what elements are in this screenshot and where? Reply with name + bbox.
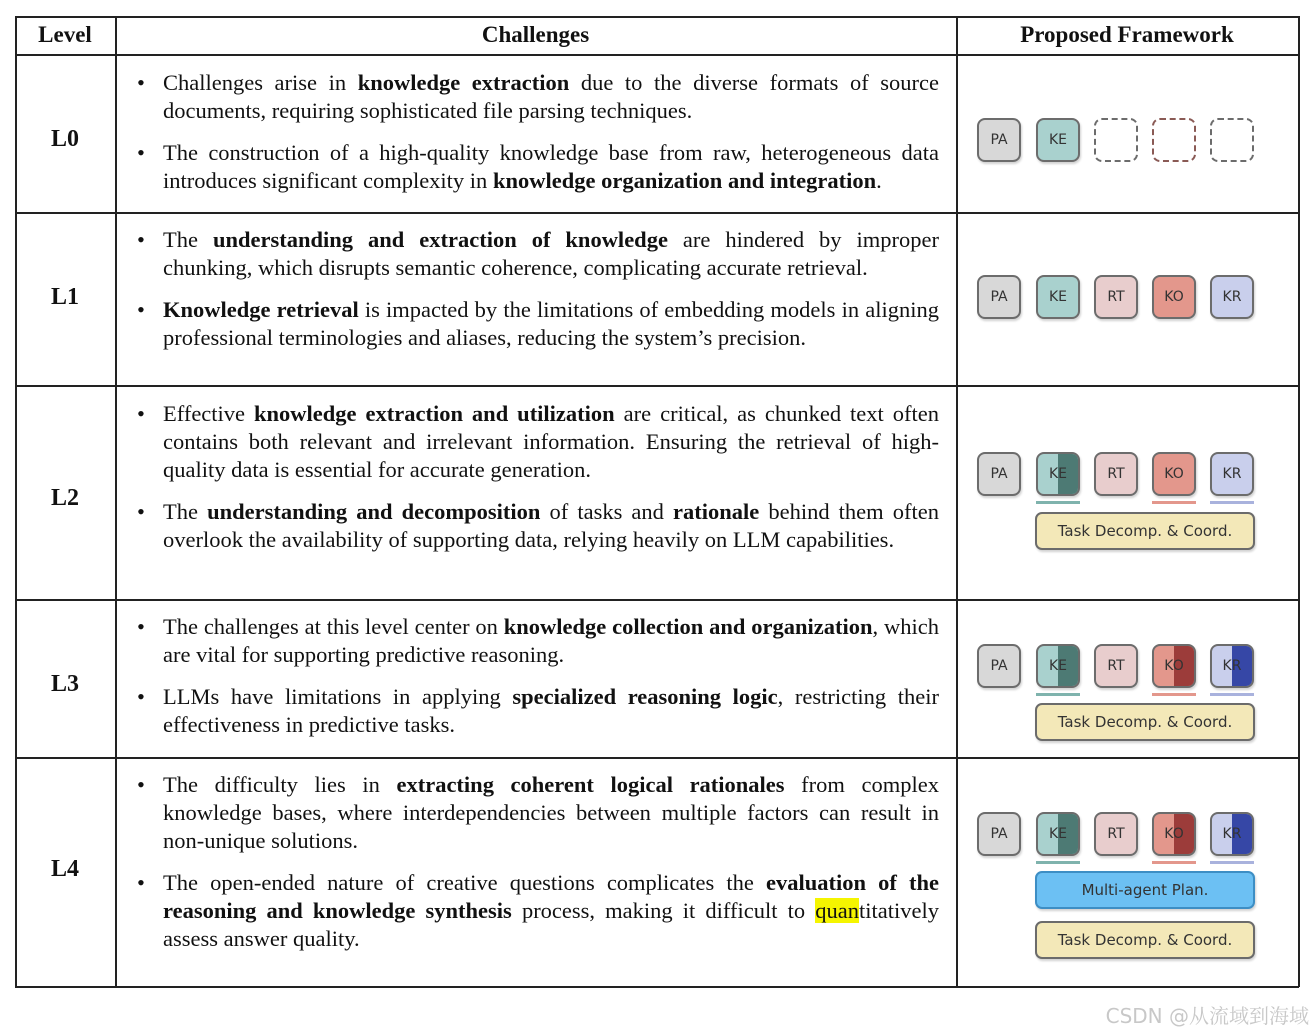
bold-text-segment: knowledge extraction [357,70,570,95]
rt-module-box [1094,452,1138,496]
text-segment: , restricting their effectiveness in predictive tasks. [163,684,939,737]
text-segment: , which are vital for supporting predictive reasoning. [163,614,939,667]
task-decomp-bar: Task Decomp. & Coord. [1035,703,1255,741]
text-segment: The [163,227,213,252]
row-divider [15,757,1299,759]
empty-module-placeholder [1210,118,1254,162]
pa-label: PA [990,826,1008,842]
watermark: CSDN @从流域到海域 [1105,1004,1309,1028]
row-divider [15,212,1299,214]
bold-text-segment: understanding and extraction of knowledge [212,227,668,252]
challenge-bullet: • Challenges arise in knowledge extraction due to the diverse formats of source documents, requiring sophisticated file parsing techniques. [137,70,939,123]
text-segment: The open-ended nature of creative questions complicates the [163,870,767,895]
header-framework: Proposed Framework [1020,22,1234,47]
text-segment: are critical, as chunked text often contains both relevant and irrelevant information. Ensuring the retrieval of high-quality data is essential for accurate generation. [163,401,939,482]
level-label-l0: L0 [50,126,79,152]
ko-label: KO [1164,658,1184,674]
text-segment: The [163,499,208,524]
rt-label: RT [1107,466,1125,482]
highlighted-text-segment: quan [815,898,860,923]
level-label-l1: L1 [50,284,79,310]
framework-table [15,16,1299,987]
pa-module-box [977,275,1021,319]
ko-module-box [1152,812,1196,856]
rt-label: RT [1107,826,1125,842]
bold-text-segment: knowledge collection and organization [503,614,873,639]
challenge-bullet: • The construction of a high-quality knowledge base from raw, heterogeneous data introduces significant complexity in knowledge organization and integration. [137,140,939,193]
row-divider [15,385,1299,387]
pa-label: PA [990,466,1008,482]
challenge-bullet: • The challenges at this level center on knowledge collection and organization, which are vital for supporting predictive reasoning. [137,614,939,667]
text-segment: LLMs have limitations in applying [163,684,513,709]
level-label-l4: L4 [50,856,79,882]
ke-module-box [1036,452,1080,496]
text-segment: The challenges at this level center on [163,614,504,639]
text-segment: Effective [163,401,255,426]
ko-label: KO [1164,466,1184,482]
text-segment: due to the diverse formats of source documents, requiring sophisticated file parsing techniques. [163,70,939,123]
empty-module-placeholder [1152,118,1196,162]
pa-label: PA [990,658,1008,674]
text-segment: of tasks and [540,499,674,524]
kr-label: KR [1222,658,1242,674]
rt-module-box [1094,644,1138,688]
ke-label: KE [1048,658,1068,674]
text-segment: is impacted by the limitations of embedding models in aligning professional terminologies and aliases, reducing the system’s precision. [163,297,939,350]
challenge-bullet: • The understanding and decomposition of tasks and rationale behind them often overlook the availability of supporting data, relying heavily on LLM capabilities. [137,499,940,552]
ko-module-box [1152,275,1196,319]
task-decomp-bar: Task Decomp. & Coord. [1035,512,1255,550]
ko-underline [1152,501,1196,504]
challenge-bullet: • The difficulty lies in extracting coherent logical rationales from complex knowledge bases, where interdependencies between multiple factors can result in non-unique solutions. [137,772,939,853]
kr-underline [1210,693,1254,696]
ke-label: KE [1048,826,1068,842]
ke-underline [1036,693,1080,696]
pa-label: PA [990,132,1008,148]
level-label-l2: L2 [50,485,79,511]
ke-underline [1036,501,1080,504]
rt-label: RT [1107,289,1125,305]
table-border [15,986,1299,988]
pa-module-box [977,812,1021,856]
empty-module-placeholder [1094,118,1138,162]
challenge-bullet: • LLMs have limitations in applying specialized reasoning logic, restricting their effectiveness in predictive tasks. [137,684,939,737]
bold-text-segment: knowledge organization and integration [492,168,877,193]
ke-module-box [1036,275,1080,319]
text-segment: behind them often overlook the availability of supporting data, relying heavily on LLM capabilities. [163,499,940,552]
text-segment: Challenges arise in [163,70,358,95]
rt-label: RT [1107,658,1125,674]
table-border [1298,16,1300,987]
challenge-bullet: • Effective knowledge extraction and utilization are critical, as chunked text often contains both relevant and irrelevant information. Ensuring the retrieval of high-quality data is essential for accurate generation. [137,401,939,482]
ke-label: KE [1048,289,1068,305]
rt-module-box [1094,812,1138,856]
text-segment: are hindered by improper chunking, which disrupts semantic coherence, complicating accurate retrieval. [163,227,940,280]
challenge-bullet: • The open-ended nature of creative questions complicates the evaluation of the reasoning and knowledge synthesis process, making it difficult to quantitatively assess answer quality. [137,870,940,951]
column-divider [115,16,117,987]
kr-label: KR [1222,826,1242,842]
multi-agent-plan-bar: Multi-agent Plan. [1035,871,1255,909]
text-segment: The difficulty lies in [163,772,397,797]
bold-text-segment: understanding and decomposition [207,499,541,524]
ko-underline [1152,693,1196,696]
bold-text-segment: specialized reasoning logic [512,684,778,709]
kr-label: KR [1222,289,1242,305]
bold-text-segment: rationale [673,499,760,524]
pa-module-box [977,118,1021,162]
bold-text-segment: Knowledge retrieval [163,297,359,322]
text-segment: The construction of a high-quality knowledge base from raw, heterogeneous data introduces significant complexity in [163,140,939,193]
challenge-bullet: • Knowledge retrieval is impacted by the limitations of embedding models in aligning professional terminologies and aliases, reducing the system’s precision. [137,297,939,350]
pa-module-box [977,452,1021,496]
ke-underline [1036,861,1080,864]
kr-label: KR [1222,466,1242,482]
kr-underline [1210,861,1254,864]
text-segment: titatively assess answer quality. [163,898,939,951]
ko-label: KO [1164,289,1184,305]
row-divider [15,54,1299,56]
bold-text-segment: knowledge extraction and utilization [254,401,615,426]
text-segment: process, making it difficult to [511,898,816,923]
ke-module-box [1036,118,1080,162]
text-segment: from complex knowledge bases, where interdependencies between multiple factors can result in non-unique solutions. [163,772,939,853]
ko-module-box [1152,644,1196,688]
bold-text-segment: extracting coherent logical rationales [396,772,785,797]
ko-module-box [1152,452,1196,496]
ke-label: KE [1048,132,1068,148]
kr-module-box [1210,644,1254,688]
kr-module-box [1210,275,1254,319]
kr-module-box [1210,452,1254,496]
header-level: Level [38,22,92,47]
challenge-bullet: • The understanding and extraction of knowledge are hindered by improper chunking, which disrupts semantic coherence, complicating accurate retrieval. [137,227,940,280]
row-divider [15,599,1299,601]
rt-module-box [1094,275,1138,319]
bold-text-segment: evaluation of the reasoning and knowledge synthesis [163,870,940,923]
header-challenges: Challenges [481,22,590,47]
ke-module-box [1036,644,1080,688]
pa-module-box [977,644,1021,688]
text-segment: . [876,168,882,193]
ko-underline [1152,861,1196,864]
level-label-l3: L3 [50,671,79,697]
column-divider [956,16,958,987]
pa-label: PA [990,289,1008,305]
ke-label: KE [1048,466,1068,482]
kr-underline [1210,501,1254,504]
ko-label: KO [1164,826,1184,842]
ke-module-box [1036,812,1080,856]
task-decomp-bar: Task Decomp. & Coord. [1035,921,1255,959]
kr-module-box [1210,812,1254,856]
